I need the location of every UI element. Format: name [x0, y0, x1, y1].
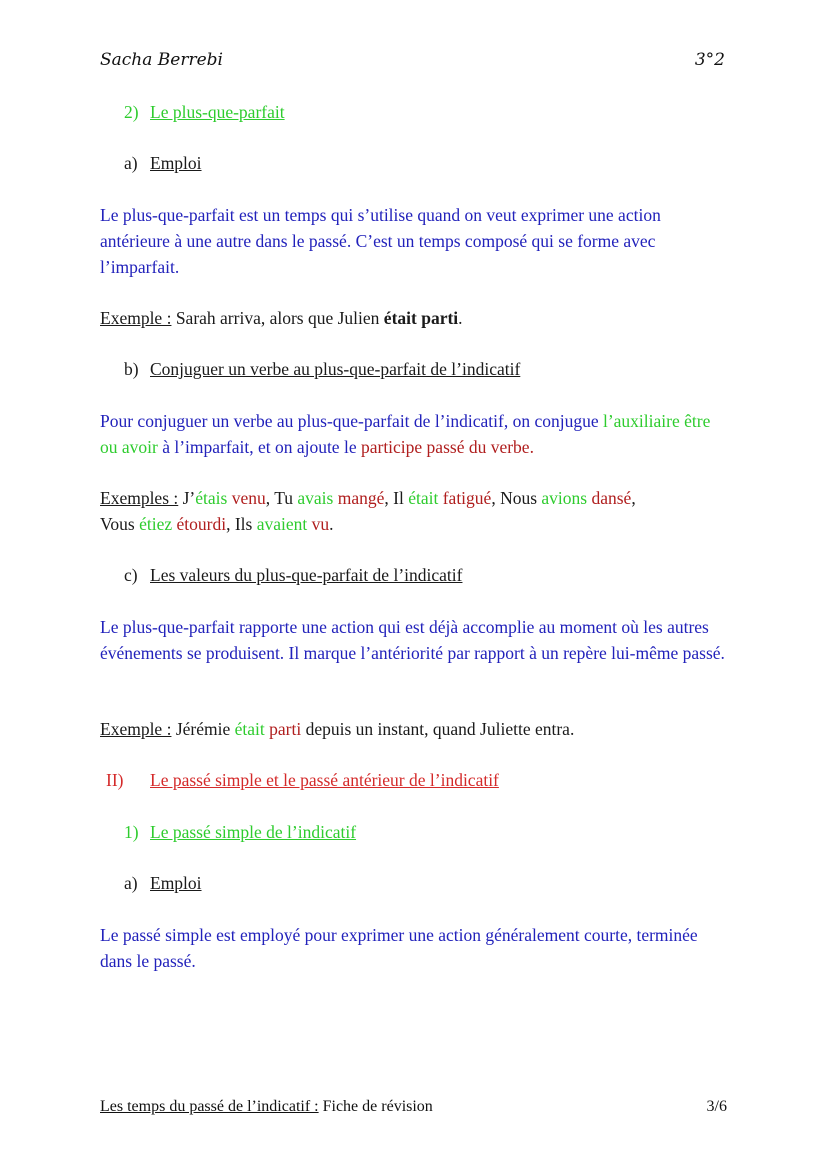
section-number: II): [106, 770, 124, 790]
sub-letter: c): [124, 565, 138, 585]
example-bold: était parti: [383, 308, 459, 328]
section-title: Le passé simple de l’indicatif: [150, 822, 357, 842]
example-separator: ,: [384, 488, 394, 508]
sub-title: Les valeurs du plus-que-parfait de l’indicatif: [150, 565, 463, 585]
subheading-emploi: [124, 150, 764, 176]
example-separator: ,: [265, 488, 275, 508]
example-participle: fatigué: [442, 488, 492, 508]
example-subject: Ils: [234, 514, 257, 534]
sub-letter: a): [124, 153, 138, 173]
example-separator: ,: [631, 488, 636, 508]
conj-auxiliary: l’auxiliaire être ou avoir: [100, 411, 711, 457]
section-title: Le passé simple et le passé antérieur de l’indicatif: [150, 770, 499, 790]
example-auxiliary: était: [234, 719, 265, 739]
section-title: Le plus-que-parfait: [150, 102, 285, 122]
page-footer: [100, 1098, 727, 1116]
example-separator: .: [329, 514, 334, 534]
footer-title: Les temps du passé de l’indicatif :: [100, 1098, 319, 1115]
paragraph-emploi: Le plus-que-parfait est un temps qui s’utilise quand on veut exprimer une action antérieure à une autre dans le passé. C’est un temps composé qui se forme avec l’imparfait.: [100, 205, 661, 277]
conj-part1: Pour conjuguer un verbe au plus-que-parfait de l’indicatif, on conjugue: [100, 411, 599, 431]
section-heading-plus-que-parfait: [124, 99, 764, 125]
example-subject: Nous: [500, 488, 542, 508]
paragraph-valeurs: Le plus-que-parfait rapporte une action qui est déjà accomplie au moment où les autres événements se produisent. Il marque l’antériorité par rapport à un repère lui-même passé.: [100, 617, 725, 663]
example-end: depuis un instant, quand Juliette entra.: [305, 719, 575, 739]
example-1: [100, 305, 740, 331]
example-3: [100, 716, 740, 742]
paragraph-conjuguer: [100, 408, 728, 460]
example-auxiliary: avions: [541, 488, 588, 508]
conj-part2: à l’imparfait, et on ajoute le: [162, 437, 357, 457]
section-number: 1): [124, 822, 139, 842]
subheading-conjuguer: [124, 356, 764, 382]
sub-title: Emploi: [150, 873, 202, 893]
page-number: 3/6: [706, 1098, 727, 1115]
example-participle: dansé: [591, 488, 632, 508]
sub-title: Emploi: [150, 153, 202, 173]
sub-letter: b): [124, 359, 139, 379]
subheading-valeurs: [124, 562, 764, 588]
sub-title: Conjuguer un verbe au plus-que-parfait de l’indicatif: [150, 359, 521, 379]
example-label: Exemple :: [100, 308, 172, 328]
example-auxiliary: avaient: [256, 514, 308, 534]
section-number: 2): [124, 102, 139, 122]
examples-conjugation: [100, 485, 728, 537]
example-text: Sarah arriva, alors que Julien: [175, 308, 380, 328]
example-subject: Vous: [100, 514, 140, 534]
section-heading-passe-simple: [124, 819, 764, 845]
example-auxiliary: étiez: [139, 514, 173, 534]
section-heading-passe-simple-anterieur: [106, 767, 746, 793]
example-subject: Tu: [274, 488, 298, 508]
example-start: Jérémie: [175, 719, 231, 739]
examples-label: Exemples :: [100, 488, 179, 508]
example-participle: parti: [269, 719, 302, 739]
class-label: 3°2: [694, 50, 725, 70]
example-label: Exemple :: [100, 719, 172, 739]
example-participle: étourdi: [176, 514, 227, 534]
example-subject: J’: [182, 488, 196, 508]
example-end: .: [458, 308, 463, 328]
sub-letter: a): [124, 873, 138, 893]
example-auxiliary: étais: [195, 488, 228, 508]
example-auxiliary: était: [408, 488, 439, 508]
example-participle: mangé: [337, 488, 385, 508]
example-separator: ,: [491, 488, 501, 508]
author-name: Sacha Berrebi: [100, 50, 223, 70]
example-participle: vu: [311, 514, 330, 534]
example-separator: ,: [226, 514, 235, 534]
subheading-emploi-ps: [124, 870, 764, 896]
example-participle: venu: [231, 488, 266, 508]
footer-subtitle: Fiche de révision: [322, 1098, 433, 1115]
example-subject: Il: [393, 488, 409, 508]
conj-participle: participe passé du verbe.: [360, 437, 534, 457]
paragraph-passe-simple: Le passé simple est employé pour exprimer une action généralement courte, terminée dans le passé.: [100, 925, 698, 971]
example-auxiliary: avais: [297, 488, 334, 508]
